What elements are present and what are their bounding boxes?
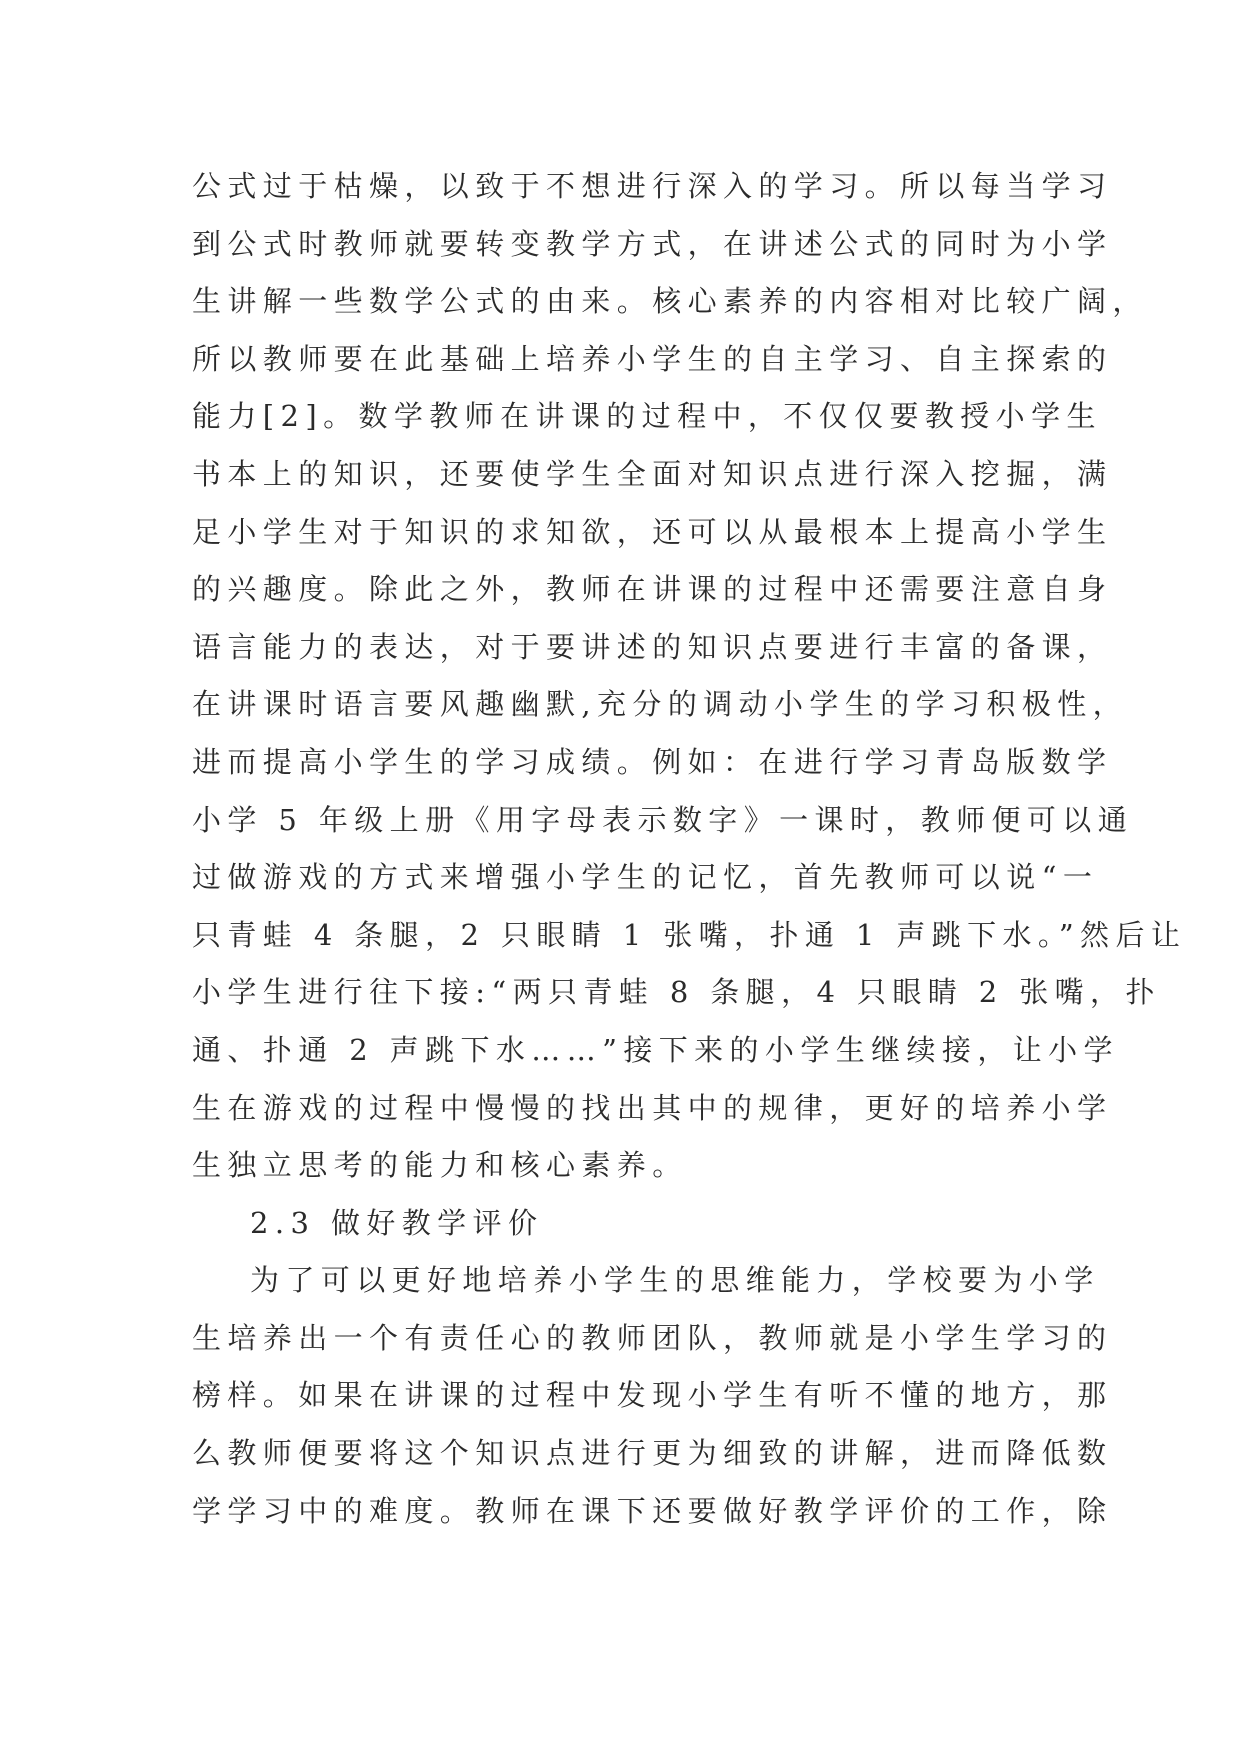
paragraph-line: 为了可以更好地培养小学生的思维能力，学校要为小学 — [250, 1263, 1100, 1298]
paragraph-line: 过做游戏的方式来增强小学生的记忆，首先教师可以说“一 — [192, 860, 1099, 895]
paragraph-line: 么教师便要将这个知识点进行更为细致的讲解，进而降低数 — [192, 1436, 1113, 1471]
paragraph-line: 小学 5 年级上册《用字母表示数字》一课时，教师便可以通 — [192, 802, 1134, 837]
paragraph-line: 学学习中的难度。教师在课下还要做好教学评价的工作，除 — [192, 1493, 1113, 1528]
section-heading: 2.3 做好教学评价 — [250, 1205, 544, 1240]
paragraph-line: 的兴趣度。除此之外，教师在讲课的过程中还需要注意自身 — [192, 572, 1113, 607]
paragraph-line: 只青蛙 4 条腿，2 只眼睛 1 张嘴，扑通 1 声跳下水。”然后让 — [192, 917, 1187, 952]
body-text — [192, 158, 1187, 1540]
paragraph-line: 所以教师要在此基础上培养小学生的自主学习、自主探索的 — [192, 341, 1113, 376]
paragraph-line: 生讲解一些数学公式的由来。核心素养的内容相对比较广阔， — [192, 284, 1148, 319]
paragraph-line: 书本上的知识，还要使学生全面对知识点进行深入挖掘，满 — [192, 456, 1113, 491]
paragraph-line: 进而提高小学生的学习成绩。例如：在进行学习青岛版数学 — [192, 744, 1113, 779]
paragraph-line: 榜样。如果在讲课的过程中发现小学生有听不懂的地方，那 — [192, 1378, 1113, 1413]
paragraph-line: 生在游戏的过程中慢慢的找出其中的规律，更好的培养小学 — [192, 1090, 1113, 1125]
paragraph-line: 语言能力的表达，对于要讲述的知识点要进行丰富的备课， — [192, 629, 1113, 664]
paragraph-line: 生培养出一个有责任心的教师团队，教师就是小学生学习的 — [192, 1320, 1113, 1355]
paragraph-line: 在讲课时语言要风趣幽默,充分的调动小学生的学习积极性， — [192, 687, 1129, 722]
paragraph-line: 小学生进行往下接:“两只青蛙 8 条腿，4 只眼睛 2 张嘴，扑 — [192, 975, 1161, 1010]
paragraph-line: 到公式时教师就要转变教学方式，在讲述公式的同时为小学 — [192, 226, 1113, 261]
paragraph-line: 公式过于枯燥，以致于不想进行深入的学习。所以每当学习 — [192, 169, 1113, 203]
paragraph-line: 能力[2]。数学教师在讲课的过程中，不仅仅要教授小学生 — [192, 399, 1102, 434]
paragraph-line: 生独立思考的能力和核心素养。 — [192, 1148, 688, 1183]
paragraph-line: 足小学生对于知识的求知欲，还可以从最根本上提高小学生 — [192, 514, 1113, 549]
paragraph-line: 通、扑通 2 声跳下水……”接下来的小学生继续接，让小学 — [192, 1032, 1119, 1067]
